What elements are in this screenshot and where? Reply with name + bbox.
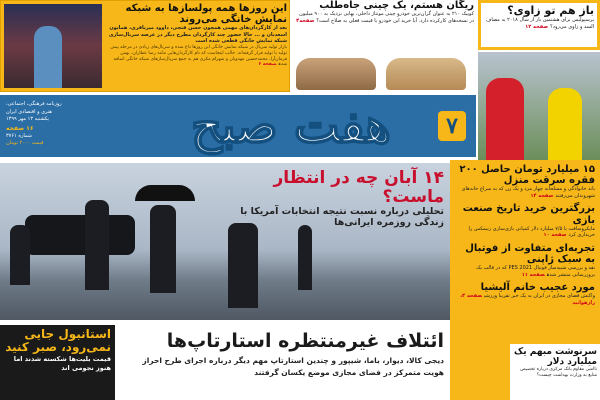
limousine (25, 215, 135, 255)
person-figure (10, 225, 30, 285)
masthead (0, 95, 476, 157)
main-headline: ۱۴ آبان چه در انتظار ماست؟ (273, 168, 444, 208)
top-left-body: بازار تولید سریال در شبکه نمایش خانگی این روزها داغ شده و سریال‌های زیادی در مرحله پیش تولید یا تولید قرار گرفته‌اند. جالب اینجاست که نام کارگردان‌هایی مانند رضا عطاران، بهمن فرمان‌آرا، محمدحسین مهدویان و شهرام مکری هم به جمع سریال‌سازهای شبکه خانگی اضافه شده (110, 44, 287, 68)
logo-number: ۷ (438, 111, 466, 141)
right-story[interactable] (455, 282, 595, 306)
person-figure (298, 225, 312, 290)
page-ref: صفحه ۱۲ (525, 23, 549, 30)
car-rear-image (296, 58, 376, 90)
yellow-jersey-player (548, 88, 582, 160)
issue-number: شماره ۳۷۶۱ (6, 132, 32, 139)
story-headline: ائتلاف غیرمنتظره استارتاپ‌ها (166, 330, 444, 352)
page-ref: صفحه ۱۴ (530, 192, 554, 199)
car-body: کوییک ۲۱۰ به عنوان گران‌ترین خودرو چینی مونتاژ داخلی، بهایی نزدیک به ۹۰۰ میلیون در نسخه‌های کارکرده دارد. آیا خرید این خودرو با قیمت فعلی به صلاح است؟ (299, 11, 474, 24)
info-line: روزنامه فرهنگی، اجتماعی، (6, 101, 62, 107)
person-figure (150, 205, 176, 293)
story-headline: تجربه‌ای متفاوت از فوتبال به سبک ژاپنی (465, 242, 595, 265)
right-story[interactable] (455, 164, 595, 199)
umbrella (135, 185, 195, 201)
right-story[interactable] (455, 203, 595, 238)
top-middle-story[interactable] (294, 0, 474, 92)
page-ref: صفحه۴ (296, 17, 315, 24)
red-jersey-player (486, 78, 524, 160)
story-headline: بزرگترین خرید تاریخ صنعت بازی (462, 203, 595, 226)
story-body: ناامنی مقاوم بانک مرکزی درباره تخصیص منابع به وزارت بهداشت چیست؟ (520, 367, 597, 378)
car-headline: ریگان هستم، یک چینی جاه‌طلب (319, 0, 474, 11)
person-figure (228, 223, 258, 308)
date-line: یکشنبه ۱۳ مهر ۱۳۹۹ (6, 116, 49, 122)
page-ref: صفحه ۱۰ (543, 232, 567, 239)
startups-story[interactable] (120, 325, 450, 400)
main-story-photo[interactable] (0, 163, 450, 320)
story-headline: ۱۵ میلیارد تومان حاصل ۲۰۰ فقره سرقت منزل (459, 164, 595, 187)
story-headline: مورد عجیب خانم آلیشیا (480, 282, 595, 294)
audience-selfie-photo (4, 4, 102, 88)
car-front-image (386, 58, 466, 90)
person-figure (85, 200, 109, 290)
zavi-headline: باز هم تو زاوی؟ (507, 4, 594, 17)
story-body: باند خانوادگی و مسلحانه چهار مرد و یک زن که به سراغ خانه‌های شهروندان می‌رفتند (461, 186, 595, 199)
istanbul-story[interactable] (0, 325, 115, 400)
story-body: مایکروسافت با ۷/۵ میلیارد دلار کمپانی بازی‌سازی زنیمکس را خریداری کرد (468, 225, 595, 239)
right-story[interactable] (455, 243, 595, 278)
story-body: واکنش فضای مجازی در ایران به یک خبر تقریبا ورزشی (484, 293, 595, 300)
story-body: قیمت بلیت‌ها شکسته شدند اما هنوز نجومی اند (13, 354, 111, 372)
top-left-lead: بعد از کارگردان‌های مهمی همچون حسن فتحی، داوود میرباقری، همایون اسعدیان و ... حالا حضور چند کارگردان مطرح دیگر در عرصه سریال‌سازی شبکه نمایش خانگی قطعی شده است (108, 25, 287, 45)
newspaper-logo (110, 97, 472, 155)
football-players-photo (478, 52, 600, 160)
masthead-info (6, 101, 106, 148)
top-left-story[interactable] (0, 0, 290, 92)
info-line: هنری و اقتصادی ایران (6, 108, 52, 115)
page-count: ۱۶ صفحه (6, 124, 34, 132)
right-top-story[interactable] (478, 0, 600, 50)
main-lead: تحلیلی درباره نسبت نتیجه انتخابات آمریکا با زندگی روزمره ایرانی‌ها (240, 206, 444, 228)
story-headline: استانبول جایی نمی‌رود، صبر کنید (5, 327, 111, 355)
page-ref: صفحه ۱۱ (521, 271, 545, 278)
story-body: دیجی کالا، دیوار، باما، شیپور و چندین استارتاپ مهم دیگر درباره اجرای طرح احراز هویت متمرکز در فضای مجازی موضع یکسان گرفتند (142, 355, 444, 377)
billion-dollar-story[interactable] (510, 344, 600, 400)
page-ref: صفحه ۴، رازهوانید (460, 293, 595, 306)
price: قیمت ۲۰۰۰ تومان (6, 140, 44, 146)
logo-text: هفت صبح (191, 98, 391, 154)
top-left-headline: این روزها همه پولسازها به شبکه نمایش خانگی می‌روند (125, 3, 287, 26)
page-ref: صفحه ۶ (258, 62, 277, 68)
story-body: نقد و بررسی شبیه‌ساز فوتبال PES 2021 که در قالب یک بروزرسانی منتشر شده (476, 265, 595, 278)
story-headline: سرنوشت مبهم یک میلیارد دلار (514, 347, 597, 368)
zavi-body: پرسپولیس برای هشتمین بار از سال ۲۰۱۸ به مصاف السد و زاوی می‌رود؟ (486, 17, 594, 30)
photo-person (34, 26, 62, 88)
